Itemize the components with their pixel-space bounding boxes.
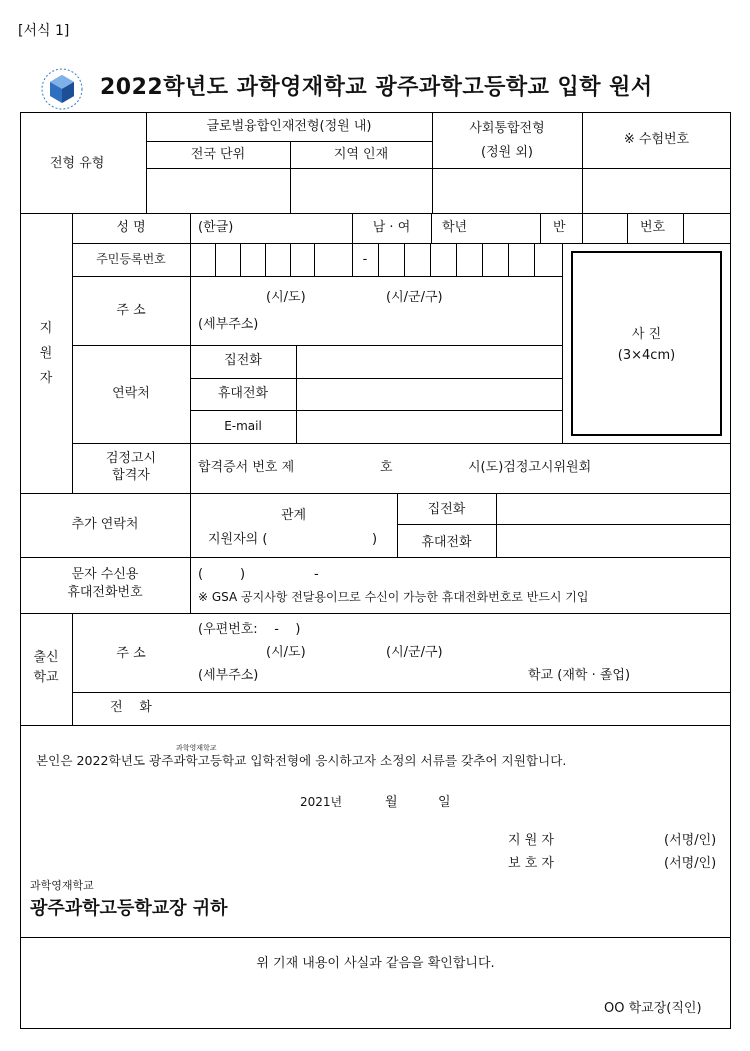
class-label: 반 bbox=[553, 220, 566, 235]
relation-prefix[interactable]: 지원자의 ( bbox=[208, 532, 268, 547]
gender-choice[interactable]: 남 · 여 bbox=[372, 220, 411, 235]
grade-label: 학년 bbox=[442, 220, 468, 235]
guardian-sign[interactable]: (서명/인) bbox=[664, 856, 717, 871]
date-day: 일 bbox=[438, 795, 451, 810]
applicant-side-label-2: 원 bbox=[39, 346, 53, 361]
photo-size: (3×4cm) bbox=[617, 348, 676, 363]
page-title: 2022학년도 과학영재학교 광주과학고등학교 입학 원서 bbox=[100, 75, 653, 100]
address-sigungu[interactable]: (시/군/구) bbox=[386, 290, 443, 305]
relation-suffix: ) bbox=[372, 532, 378, 547]
rrn-dash: - bbox=[362, 252, 368, 267]
sms-dash: - bbox=[314, 567, 319, 582]
name-hint[interactable]: (한글) bbox=[198, 220, 234, 235]
number-label: 번호 bbox=[640, 220, 666, 235]
ged-committee: 시(도)검정고시위원회 bbox=[468, 460, 592, 475]
school-phone-label: 전 화 bbox=[110, 700, 152, 715]
guardian-sign-label: 보 호 자 bbox=[508, 856, 554, 871]
track-label: 전형 유형 bbox=[50, 156, 105, 171]
extra-home-phone-label: 집전화 bbox=[427, 502, 466, 517]
form-code: [서식 1] bbox=[18, 23, 70, 39]
school-detail[interactable]: (세부주소) bbox=[198, 668, 259, 683]
home-phone-label: 집전화 bbox=[224, 353, 262, 368]
social-track-note: (정원 외) bbox=[481, 145, 533, 160]
school-side-label-2: 학교 bbox=[33, 670, 59, 685]
school-address-label: 주 소 bbox=[116, 646, 146, 661]
photo-label: 사 진 bbox=[631, 327, 662, 342]
declaration-small-note: 과학영재학교 bbox=[176, 744, 217, 752]
applicant-sign-label: 지 원 자 bbox=[508, 833, 554, 848]
sms-paren-open: ( bbox=[198, 567, 204, 582]
extra-mobile-phone-label: 휴대전화 bbox=[421, 535, 472, 550]
contact-label: 연락처 bbox=[112, 386, 150, 401]
global-talent-track: 글로벌융합인재전형(정원 내) bbox=[206, 119, 372, 134]
sms-paren-close: ) bbox=[240, 567, 246, 582]
address-detail[interactable]: (세부주소) bbox=[198, 317, 259, 332]
ged-certificate-suffix: 호 bbox=[380, 460, 393, 475]
date-month: 월 bbox=[385, 795, 398, 810]
national-track: 전국 단위 bbox=[190, 147, 246, 162]
school-status[interactable]: 학교 (재학 · 졸업) bbox=[528, 668, 631, 683]
confirm-text: 위 기재 내용이 사실과 같음을 확인합니다. bbox=[256, 956, 495, 971]
mobile-phone-label: 휴대전화 bbox=[217, 386, 269, 401]
school-sigungu[interactable]: (시/군/구) bbox=[386, 645, 443, 660]
ged-certificate-prefix: 합격증서 번호 제 bbox=[198, 460, 295, 475]
principal-seal[interactable]: OO 학교장(직인) bbox=[604, 1001, 702, 1016]
applicant-side-label-3: 자 bbox=[39, 371, 53, 386]
email-label: E-mail bbox=[224, 419, 262, 433]
rrn-label: 주민등록번호 bbox=[96, 252, 166, 266]
date-year: 2021년 bbox=[300, 795, 343, 809]
exam-number-label: ※ 수험번호 bbox=[623, 132, 690, 147]
addressee: 광주과학고등학교장 귀하 bbox=[30, 898, 228, 919]
photo-box[interactable] bbox=[571, 251, 722, 436]
ged-label-1: 검정고시 bbox=[105, 451, 157, 466]
school-postal[interactable]: (우편번호: - ) bbox=[198, 622, 301, 637]
social-track: 사회통합전형 bbox=[469, 121, 545, 136]
address-sido[interactable]: (시/도) bbox=[266, 290, 306, 305]
school-logo bbox=[40, 67, 84, 111]
applicant-side-label-1: 지 bbox=[39, 321, 53, 336]
applicant-sign[interactable]: (서명/인) bbox=[664, 833, 717, 848]
sms-label-2: 휴대전화번호 bbox=[67, 585, 143, 600]
addressee-small: 과학영재학교 bbox=[30, 879, 94, 892]
ged-label-2: 합격자 bbox=[112, 468, 150, 483]
school-sido[interactable]: (시/도) bbox=[266, 645, 306, 660]
sms-label-1: 문자 수신용 bbox=[71, 567, 139, 582]
declaration-text: 본인은 2022학년도 광주과학고등학교 입학전형에 응시하고자 소정의 서류를 갖추어 지원합니다. bbox=[36, 753, 567, 768]
name-label: 성 명 bbox=[116, 220, 146, 235]
sms-note: ※ GSA 공지사항 전달용이므로 수신이 가능한 휴대전화번호로 반드시 기입 bbox=[198, 590, 589, 604]
school-side-label-1: 출신 bbox=[33, 650, 59, 665]
regional-track: 지역 인재 bbox=[333, 147, 389, 162]
relation-label: 관계 bbox=[280, 508, 307, 523]
extra-contact-label: 추가 연락처 bbox=[71, 517, 139, 532]
address-label: 주 소 bbox=[116, 303, 146, 318]
